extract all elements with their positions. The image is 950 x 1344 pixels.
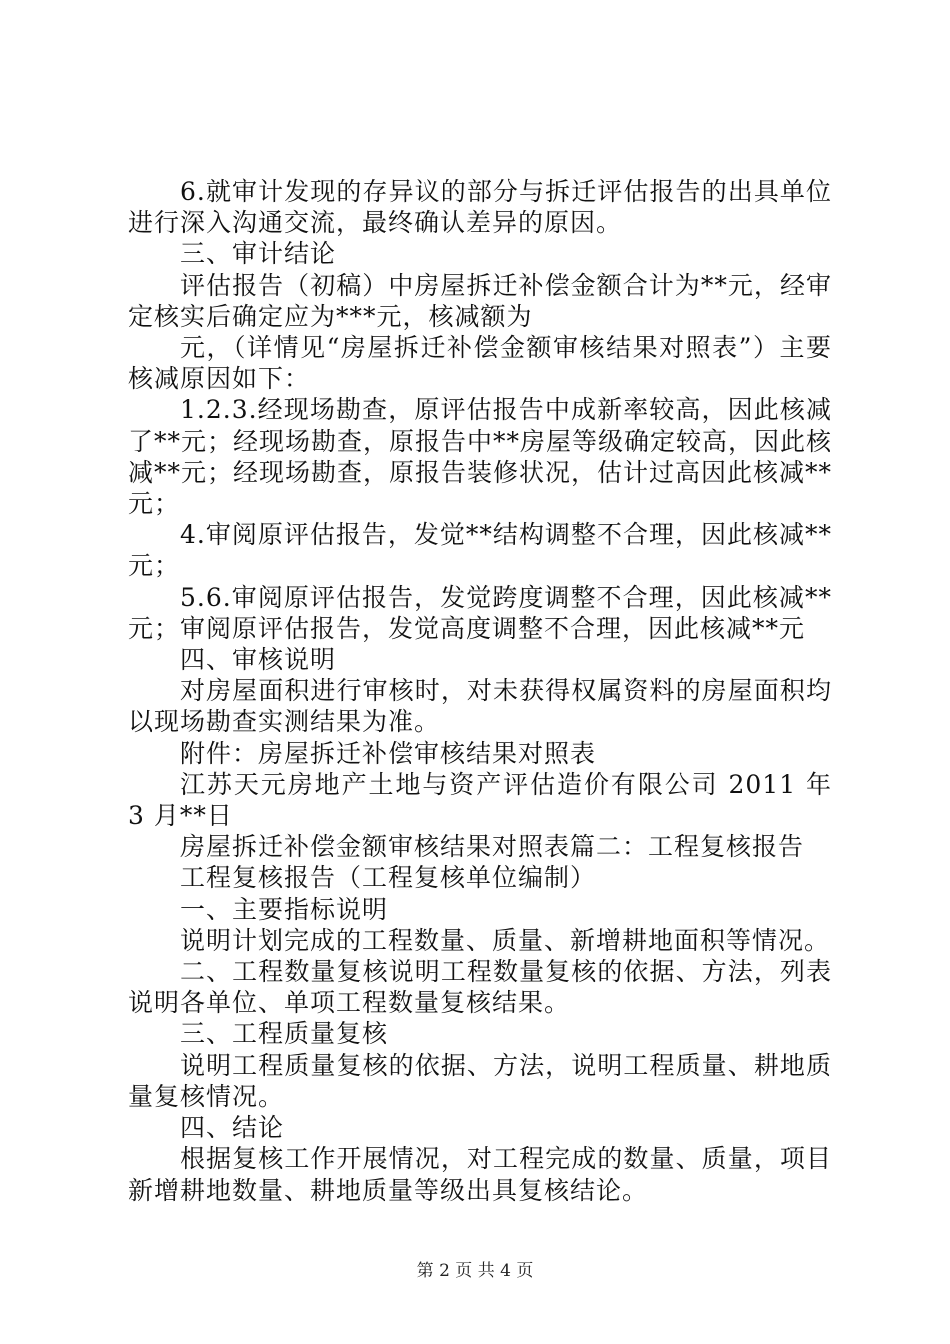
paragraph-assessment-total: 评估报告（初稿）中房屋拆迁补偿金额合计为**元，经审定核实后确定应为***元，核减额为 — [128, 270, 832, 331]
paragraph-area-review: 对房屋面积进行审核时，对未获得权属资料的房屋面积均以现场勘查实测结果为准。 — [128, 676, 832, 737]
paragraph-quantity-review: 二、工程数量复核说明工程数量复核的依据、方法，列表说明各单位、单项工程数量复核结果。 — [128, 957, 832, 1018]
heading-review-report: 工程复核报告（工程复核单位编制） — [180, 863, 597, 893]
paragraph-attachment: 附件：房屋拆迁补偿审核结果对照表 — [180, 738, 597, 768]
heading-review-notes: 四、审核说明 — [180, 645, 337, 675]
paragraph-signature: 江苏天元房地产土地与资产评估造价有限公司 2011 年 3 月**日 — [128, 769, 832, 831]
paragraph-indicators: 说明计划完成的工程数量、质量、新增耕地面积等情况。 — [180, 925, 831, 955]
paragraph-clause-6: 6.就审计发现的存异议的部分与拆迁评估报告的出具单位进行深入沟通交流，最终确认差异的原因。 — [128, 177, 832, 238]
paragraph-reasons-5-6: 5.6.审阅原评估报告，发觉跨度调整不合理，因此核减**元；审阅原评估报告，发觉高度调整不合理，因此核减**元 — [128, 582, 832, 643]
paragraph-reduction-reasons: 元，（详情见“房屋拆迁补偿金额审核结果对照表”）主要核减原因如下： — [128, 333, 832, 394]
paragraph-reason-4: 4.审阅原评估报告，发觉**结构调整不合理，因此核减**元； — [128, 520, 832, 581]
heading-main-indicators: 一、主要指标说明 — [180, 894, 389, 924]
paragraph-quality-review: 说明工程质量复核的依据、方法，说明工程质量、耕地质量复核情况。 — [128, 1050, 832, 1111]
heading-quality-review: 三、工程质量复核 — [180, 1019, 389, 1049]
document-body — [128, 176, 832, 1206]
heading-conclusion: 四、结论 — [180, 1113, 285, 1143]
page-number-footer: 第 2 页 共 4 页 — [416, 1261, 534, 1281]
heading-part-two: 房屋拆迁补偿金额审核结果对照表篇二：工程复核报告 — [180, 832, 805, 862]
paragraph-reasons-1-3: 1.2.3.经现场勘查，原评估报告中成新率较高，因此核减了**元；经现场勘查，原报告中**房屋等级确定较高，因此核减**元；经现场勘查，原报告装修状况，估计过高因此核减**元； — [128, 395, 833, 519]
heading-audit-conclusion: 三、审计结论 — [180, 239, 337, 269]
paragraph-conclusion: 根据复核工作开展情况，对工程完成的数量、质量，项目新增耕地数量、耕地质量等级出具复核结论。 — [128, 1144, 832, 1205]
